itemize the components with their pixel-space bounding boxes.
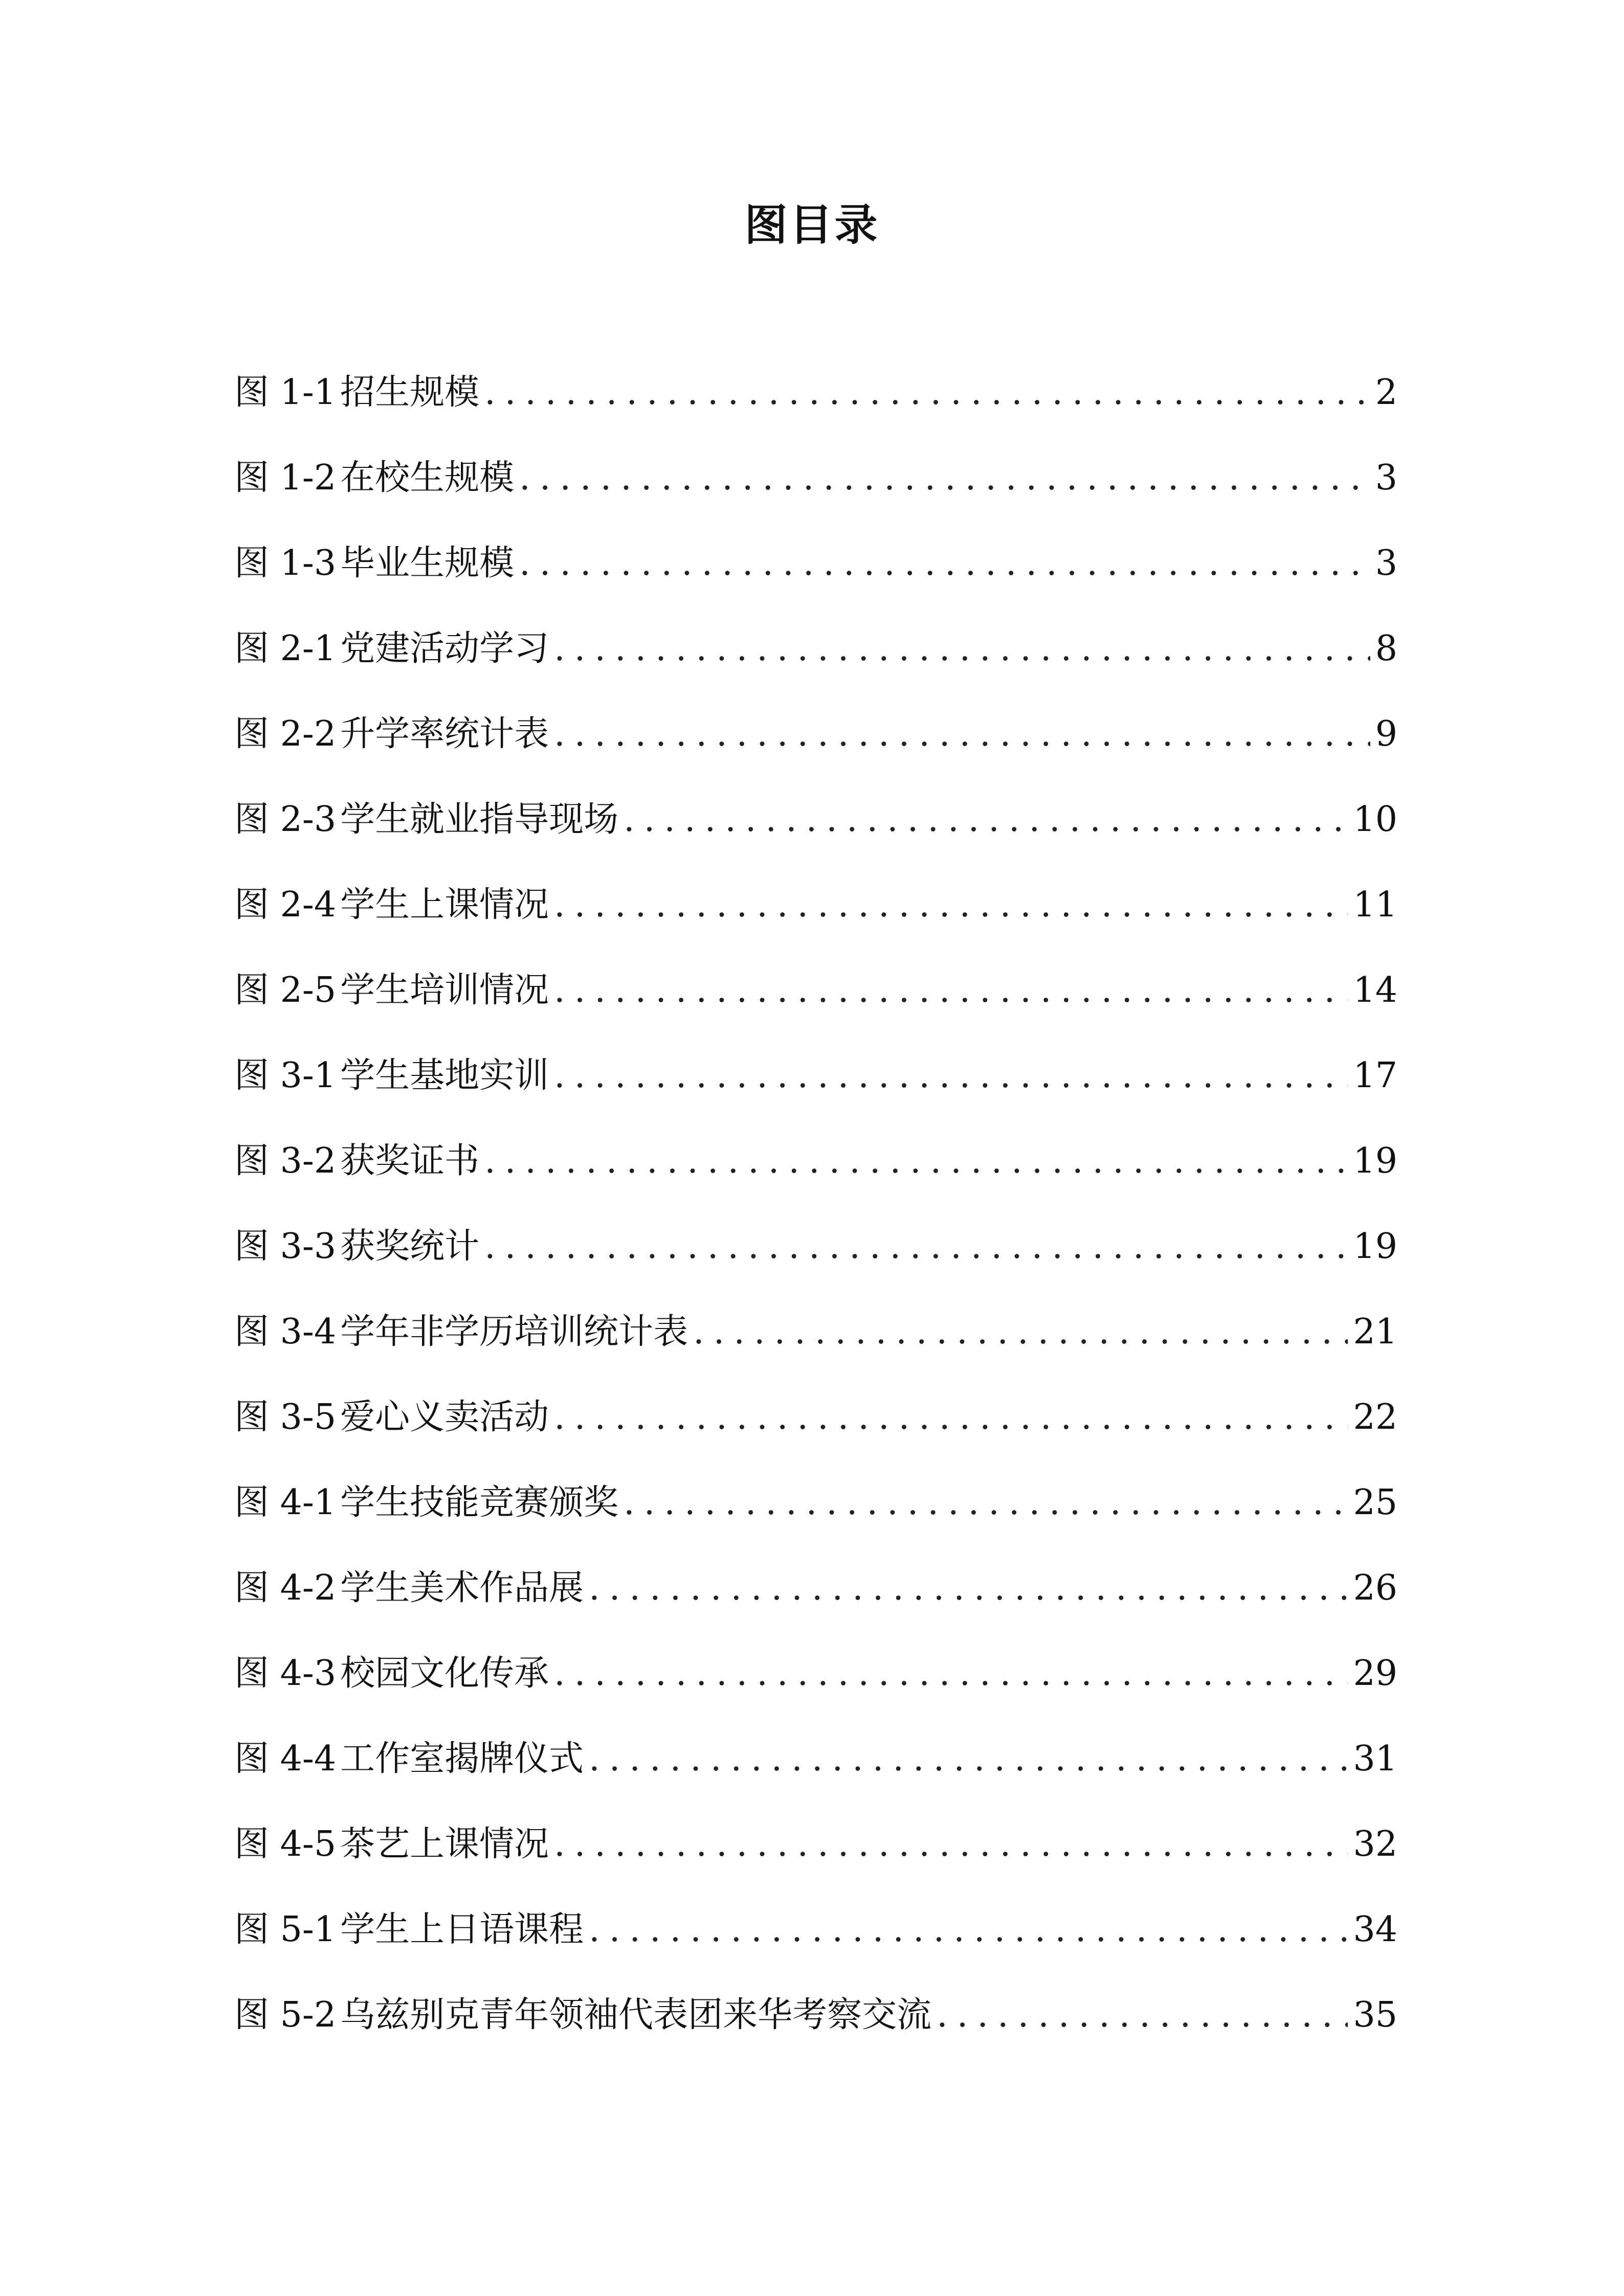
toc-page-number: 26 (1353, 1568, 1397, 1608)
toc-page-number: 3 (1375, 543, 1397, 583)
toc-entry-label (234, 710, 549, 759)
toc-entry-label (234, 795, 618, 844)
toc-page-number: 2 (1375, 372, 1397, 413)
dot-leader (554, 710, 1370, 759)
toc-entry[interactable] (234, 966, 1397, 1051)
toc-entry-label (234, 1051, 549, 1100)
toc-page-number: 31 (1353, 1739, 1397, 1779)
toc-entry[interactable] (234, 1564, 1397, 1649)
toc-entry[interactable] (234, 1308, 1397, 1393)
toc-page-number: 22 (1353, 1397, 1397, 1437)
dot-leader (589, 1564, 1348, 1613)
toc-entry[interactable] (234, 1991, 1397, 2076)
dot-leader (624, 1478, 1348, 1527)
toc-figure-title: 学生上日语课程 (340, 1909, 584, 1950)
toc-entry[interactable] (234, 539, 1397, 624)
toc-figure-title: 茶艺上课情况 (340, 1824, 549, 1864)
dot-leader (937, 1991, 1348, 2040)
toc-entry[interactable] (234, 1137, 1397, 1222)
toc-entry[interactable] (234, 1820, 1397, 1905)
toc-page-number: 11 (1353, 885, 1397, 925)
dot-leader (554, 1649, 1348, 1698)
toc-figure-number: 图 4-4 (234, 1739, 337, 1779)
toc-entry[interactable] (234, 710, 1397, 795)
toc-figure-number: 图 1-3 (234, 543, 337, 583)
dot-leader (519, 454, 1370, 503)
toc-entry-label (234, 454, 514, 503)
toc-figure-title: 乌兹别克青年领袖代表团来华考察交流 (340, 1995, 932, 2035)
dot-leader (554, 881, 1348, 930)
toc-page-number: 21 (1353, 1312, 1397, 1352)
dot-leader (624, 795, 1348, 844)
toc-page-number: 32 (1353, 1824, 1397, 1864)
toc-page-number: 8 (1375, 628, 1397, 669)
toc-page-number: 35 (1353, 1995, 1397, 2035)
toc-entry[interactable] (234, 368, 1397, 454)
toc-page-number: 34 (1353, 1909, 1397, 1950)
toc-figure-number: 图 2-3 (234, 799, 337, 840)
dot-leader (554, 1393, 1348, 1442)
toc-entry-label (234, 1991, 931, 2040)
toc-figure-number: 图 2-5 (234, 970, 337, 1010)
toc-figure-number: 图 3-2 (234, 1141, 337, 1181)
toc-figure-title: 学生培训情况 (340, 970, 549, 1010)
toc-entry-label (234, 1820, 549, 1869)
toc-figure-number: 图 4-1 (234, 1482, 337, 1523)
toc-figure-number: 图 1-1 (234, 372, 337, 413)
toc-figure-title: 招生规模 (340, 372, 480, 413)
toc-figure-number: 图 4-2 (234, 1568, 337, 1608)
toc-entry[interactable] (234, 624, 1397, 710)
toc-figure-number: 图 2-2 (234, 714, 337, 754)
toc-entry[interactable] (234, 1393, 1397, 1478)
toc-entry-label (234, 1222, 479, 1271)
toc-figure-title: 学生美术作品展 (340, 1568, 584, 1608)
toc-page-number: 19 (1353, 1141, 1397, 1181)
toc-entry-label (234, 368, 479, 417)
toc-figure-number: 图 2-1 (234, 628, 337, 669)
toc-page-number: 3 (1375, 458, 1397, 498)
toc-figure-title: 学生上课情况 (340, 885, 549, 925)
toc-figure-title: 毕业生规模 (340, 543, 515, 583)
toc-figure-title: 学生技能竞赛颁奖 (340, 1482, 619, 1523)
toc-page-number: 10 (1353, 799, 1397, 840)
toc-figure-number: 图 3-4 (234, 1312, 337, 1352)
toc-entry-label (234, 1137, 479, 1186)
toc-entry-label (234, 966, 549, 1015)
dot-leader (589, 1735, 1348, 1784)
toc-entry[interactable] (234, 454, 1397, 539)
toc-entry-label (234, 539, 514, 588)
toc-figure-number: 图 4-3 (234, 1653, 337, 1694)
toc-figure-title: 升学率统计表 (340, 714, 549, 754)
toc-figure-number: 图 1-2 (234, 458, 337, 498)
toc-figure-title: 学生基地实训 (340, 1055, 549, 1096)
toc-entry-label (234, 1393, 549, 1442)
toc-figure-number: 图 2-4 (234, 885, 337, 925)
toc-entry[interactable] (234, 795, 1397, 881)
toc-figure-title: 爱心义卖活动 (340, 1397, 549, 1437)
toc-figure-number: 图 4-5 (234, 1824, 337, 1864)
toc-page-number: 17 (1353, 1055, 1397, 1096)
dot-leader (484, 368, 1370, 417)
toc-figure-title: 工作室揭牌仪式 (340, 1739, 584, 1779)
dot-leader (589, 1905, 1348, 1954)
dot-leader (554, 966, 1348, 1015)
toc-figure-number: 图 3-1 (234, 1055, 337, 1096)
toc-entry[interactable] (234, 1051, 1397, 1137)
toc-figure-title: 校园文化传承 (340, 1653, 549, 1694)
dot-leader (693, 1308, 1348, 1357)
toc-page-number: 29 (1353, 1653, 1397, 1694)
toc-entry-label (234, 1478, 618, 1527)
toc-entry-label (234, 624, 549, 673)
toc-entry-label (234, 1905, 584, 1954)
toc-page-number: 14 (1353, 970, 1397, 1010)
toc-figure-title: 获奖统计 (340, 1226, 480, 1267)
page-title: 图目录 (744, 200, 880, 250)
toc-entry[interactable] (234, 1905, 1397, 1991)
dot-leader (484, 1222, 1348, 1271)
toc-figure-title: 获奖证书 (340, 1141, 480, 1181)
toc-figure-number: 图 5-2 (234, 1995, 337, 2035)
toc-entry-label (234, 881, 549, 930)
toc-entry-label (234, 1564, 584, 1613)
toc-figure-number: 图 5-1 (234, 1909, 337, 1950)
dot-leader (554, 1051, 1348, 1100)
toc-figure-title: 学年非学历培训统计表 (340, 1312, 688, 1352)
toc-page-number: 19 (1353, 1226, 1397, 1267)
toc-entry[interactable] (234, 1222, 1397, 1308)
toc-entry[interactable] (234, 881, 1397, 966)
toc-entry-label (234, 1735, 584, 1784)
toc-entry[interactable] (234, 1735, 1397, 1820)
toc-page-number: 9 (1375, 714, 1397, 754)
dot-leader (554, 624, 1370, 673)
toc-page-number: 25 (1353, 1482, 1397, 1523)
toc-entry[interactable] (234, 1478, 1397, 1564)
toc-figure-number: 图 3-5 (234, 1397, 337, 1437)
dot-leader (484, 1137, 1348, 1186)
dot-leader (554, 1820, 1348, 1869)
toc-figure-title: 学生就业指导现场 (340, 799, 619, 840)
toc-figure-title: 党建活动学习 (340, 628, 549, 669)
toc-figure-title: 在校生规模 (340, 458, 515, 498)
dot-leader (519, 539, 1370, 588)
figure-list (234, 368, 1397, 2076)
toc-entry[interactable] (234, 1649, 1397, 1735)
toc-entry-label (234, 1308, 688, 1357)
toc-figure-number: 图 3-3 (234, 1226, 337, 1267)
toc-entry-label (234, 1649, 549, 1698)
